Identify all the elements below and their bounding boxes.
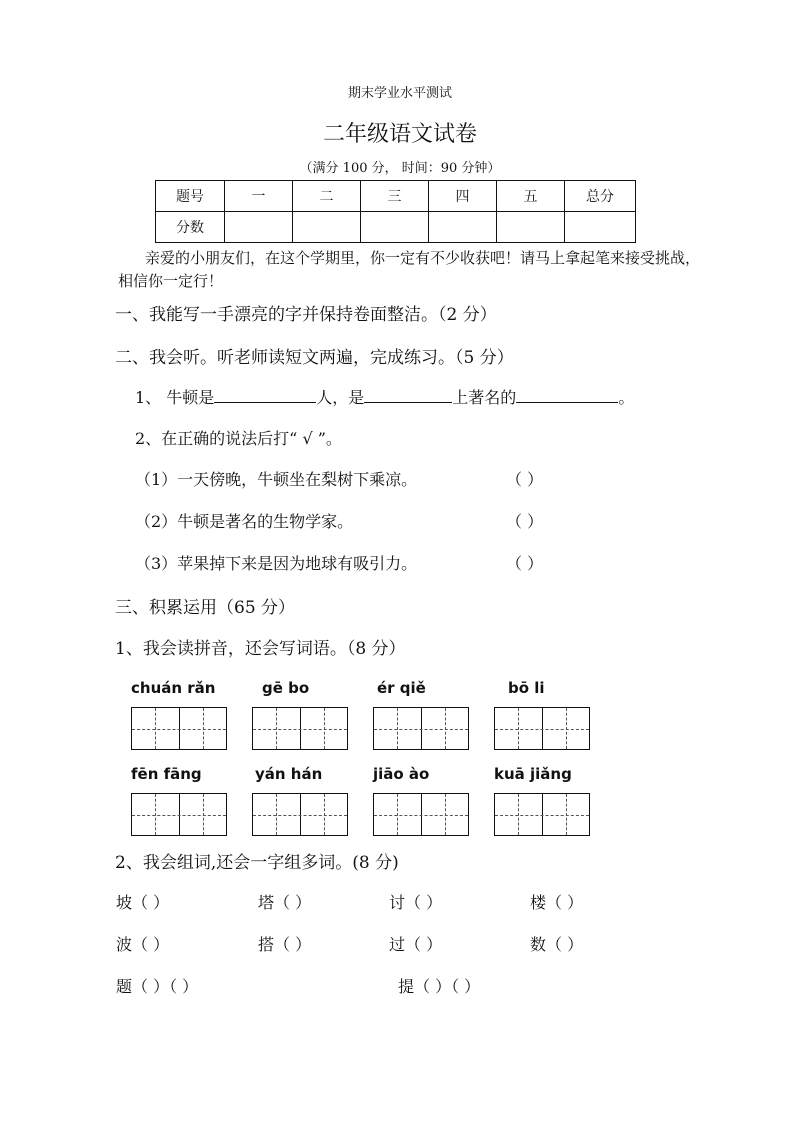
score-input-cell[interactable] bbox=[565, 212, 636, 243]
question-2-1 bbox=[135, 385, 634, 408]
writing-grid[interactable] bbox=[373, 707, 469, 750]
writing-grid[interactable] bbox=[131, 707, 227, 750]
pinyin-label: ér qiě bbox=[377, 679, 426, 697]
word-item[interactable]: 数（ ） bbox=[530, 935, 584, 954]
score-input-cell[interactable] bbox=[225, 212, 293, 243]
score-cell: 题号 bbox=[156, 181, 225, 212]
answer-blank-1[interactable] bbox=[214, 386, 316, 403]
word-item[interactable]: 讨（ ） bbox=[389, 893, 443, 912]
pinyin-label: bō li bbox=[508, 679, 545, 697]
score-table-header-row bbox=[156, 181, 636, 212]
writing-grid[interactable] bbox=[494, 707, 590, 750]
writing-grid[interactable] bbox=[373, 793, 469, 836]
score-cell: 分数 bbox=[156, 212, 225, 243]
word-item[interactable]: 搭（ ） bbox=[258, 935, 312, 954]
section-3-title: 三、积累运用（65 分） bbox=[115, 598, 296, 618]
score-table-value-row bbox=[156, 212, 636, 243]
judge-item-2: （2）牛顿是著名的生物学家。 bbox=[135, 512, 354, 531]
q1-text-b: 人，是 bbox=[316, 388, 365, 407]
word-item[interactable]: 过（ ） bbox=[389, 935, 443, 954]
score-input-cell[interactable] bbox=[497, 212, 565, 243]
score-cell: 总分 bbox=[565, 181, 636, 212]
answer-blank-2[interactable] bbox=[364, 386, 452, 403]
writing-grid[interactable] bbox=[252, 707, 348, 750]
exam-info: （满分 100 分， 时间：90 分钟） bbox=[299, 161, 501, 176]
score-cell: 二 bbox=[293, 181, 361, 212]
judge-answer-2[interactable]: （ ） bbox=[506, 512, 544, 531]
section-1-title: 一、我能写一手漂亮的字并保持卷面整洁。（2 分） bbox=[115, 305, 497, 325]
word-item[interactable]: 题（ ）（ ） bbox=[116, 977, 199, 996]
judge-answer-1[interactable]: （ ） bbox=[506, 470, 544, 489]
judge-answer-3[interactable]: （ ） bbox=[506, 554, 544, 573]
pinyin-label: yán hán bbox=[255, 765, 323, 783]
q1-text-c: 上著名的 bbox=[452, 388, 517, 407]
score-input-cell[interactable] bbox=[429, 212, 497, 243]
intro-line-1: 亲爱的小朋友们，在这个学期里，你一定有不少收获吧！请马上拿起笔来接受挑战， bbox=[145, 249, 701, 267]
pinyin-label: chuán rǎn bbox=[131, 679, 216, 697]
question-2-2: 2、在正确的说法后打“ √ ”。 bbox=[135, 429, 342, 448]
writing-grid[interactable] bbox=[494, 793, 590, 836]
question-3-2: 2、我会组词,还会一字组多词。(8 分) bbox=[115, 853, 399, 873]
score-cell: 四 bbox=[429, 181, 497, 212]
section-2-title: 二、我会听。听老师读短文两遍，完成练习。（5 分） bbox=[115, 348, 514, 368]
score-input-cell[interactable] bbox=[293, 212, 361, 243]
answer-blank-3[interactable] bbox=[516, 386, 618, 403]
intro-line-2: 相信你一定行！ bbox=[118, 272, 224, 290]
writing-grid[interactable] bbox=[131, 793, 227, 836]
judge-item-3: （3）苹果掉下来是因为地球有吸引力。 bbox=[135, 554, 418, 573]
word-item[interactable]: 楼（ ） bbox=[530, 893, 584, 912]
score-cell: 一 bbox=[225, 181, 293, 212]
pinyin-label: gē bo bbox=[262, 679, 310, 697]
writing-grid[interactable] bbox=[252, 793, 348, 836]
score-table bbox=[155, 180, 636, 243]
exam-title: 二年级语文试卷 bbox=[322, 122, 477, 147]
word-item[interactable]: 波（ ） bbox=[116, 935, 170, 954]
word-item[interactable]: 坡（ ） bbox=[116, 893, 170, 912]
word-item[interactable]: 提（ ）（ ） bbox=[398, 977, 481, 996]
pinyin-label: jiāo ào bbox=[373, 765, 430, 783]
judge-item-1: （1）一天傍晚，牛顿坐在梨树下乘凉。 bbox=[135, 470, 418, 489]
q1-text-d: 。 bbox=[618, 388, 635, 407]
q1-text-a: 1、 牛顿是 bbox=[135, 388, 215, 407]
pinyin-label: fēn fāng bbox=[131, 765, 202, 783]
score-input-cell[interactable] bbox=[361, 212, 429, 243]
question-3-1: 1、我会读拼音，还会写词语。（8 分） bbox=[115, 639, 406, 659]
word-item[interactable]: 塔（ ） bbox=[258, 893, 312, 912]
exam-subtitle: 期末学业水平测试 bbox=[347, 86, 452, 101]
score-cell: 五 bbox=[497, 181, 565, 212]
score-cell: 三 bbox=[361, 181, 429, 212]
pinyin-label: kuā jiǎng bbox=[494, 765, 572, 783]
